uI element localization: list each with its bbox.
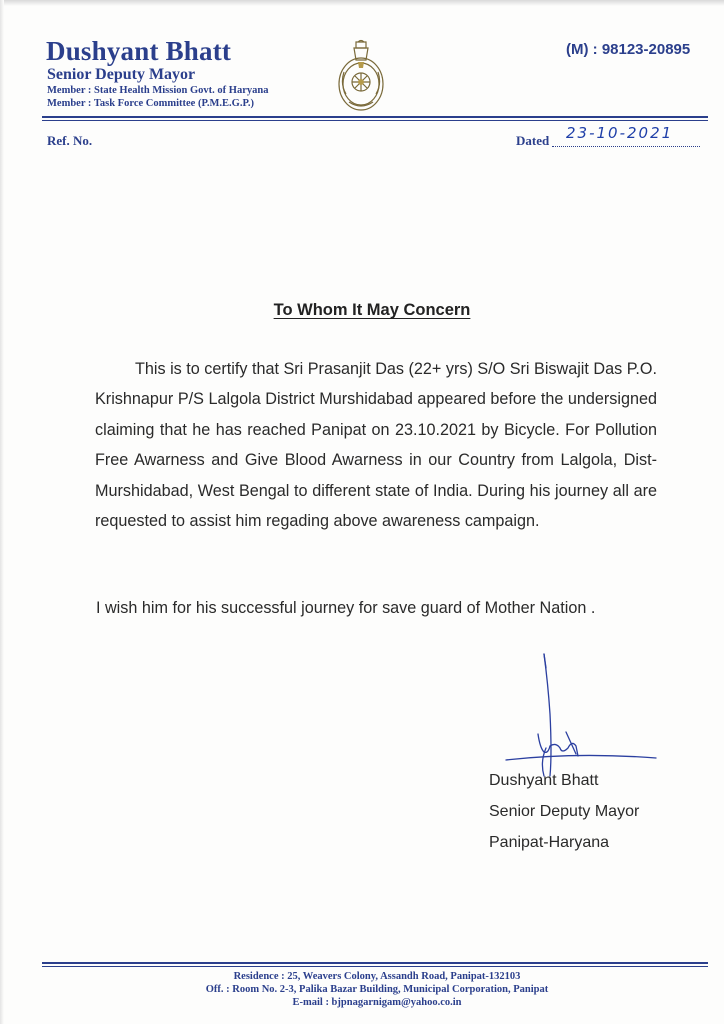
scan-edge-top [0, 0, 724, 6]
signatory-place: Panipat-Haryana [489, 834, 610, 851]
dated-label: Dated [516, 133, 550, 148]
haryana-state-emblem-icon [336, 38, 386, 114]
letterhead-mobile: (M) : 98123-20895 [566, 41, 691, 58]
ref-no-label: Ref. No. [47, 133, 93, 148]
footer-office: Off. : Room No. 2-3, Palika Bazar Building, Municipal Corporation, Panipat [205, 984, 549, 995]
letter-heading: To Whom It May Concern [273, 301, 471, 319]
handwritten-signature-icon [500, 652, 660, 782]
signatory-title: Senior Deputy Mayor [489, 803, 640, 820]
header-divider [42, 116, 708, 118]
letter-wish: I wish him for his successful journey for save guard of Mother Nation . [96, 599, 596, 617]
signatory-name: Dushyant Bhatt [489, 772, 599, 789]
letterhead-member-1: Member : State Health Mission Govt. of Haryana [47, 85, 269, 96]
footer-residence: Residence : 25, Weavers Colony, Assandh Road, Panipat-132103 [233, 971, 521, 982]
date-dotted-line [552, 146, 700, 147]
letterhead-name: Dushyant Bhatt [46, 36, 232, 66]
footer-divider [42, 962, 708, 964]
letterhead-member-2: Member : Task Force Committee (P.M.E.G.P.) [47, 98, 255, 109]
header-divider-thin [42, 120, 708, 121]
scan-edge-left [0, 0, 4, 1024]
footer-divider-thin [42, 966, 708, 967]
footer-email: E-mail : bjpnagarnigam@yahoo.co.in [292, 997, 462, 1008]
letterhead-title: Senior Deputy Mayor [47, 66, 196, 83]
handwritten-date: 23-10-2021 [566, 124, 674, 142]
letter-body: This is to certify that Sri Prasanjit Das (22+ yrs) S/O Sri Biswajit Das P.O. Krishnapur P/S Lalgola District Murshidabad appeared before the undersigned claiming that he has reached Panipat on 23.10.2021 by Bicycle. For Pollution Free Awarness and Give Blood Awarness in our Country from Lalgola, Dist- Murshidabad, West Bengal to different state of India. During his journey all are requested to assist him regading above awareness campaign. [95, 360, 657, 531]
